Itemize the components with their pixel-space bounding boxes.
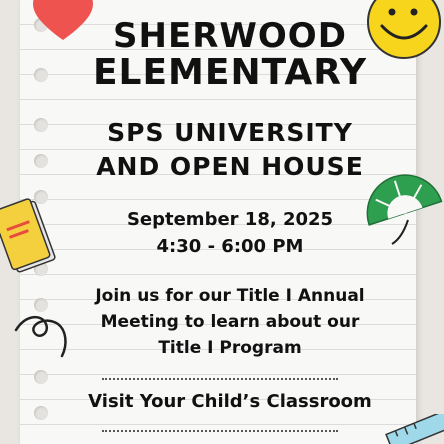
event-time: 4:30 - 6:00 PM — [156, 236, 304, 257]
event-title-line2: AND OPEN HOUSE — [96, 152, 364, 181]
ruler-icon — [382, 414, 444, 444]
binder-hole — [34, 118, 48, 132]
binder-hole — [34, 68, 48, 82]
binder-hole — [34, 154, 48, 168]
description-line: Join us for our Title I Annual — [95, 286, 365, 306]
school-name-line1: SHERWOOD — [113, 16, 347, 56]
dotted-divider — [102, 378, 338, 380]
visit-classroom-text: Visit Your Child’s Classroom — [88, 391, 372, 412]
description-line: Meeting to learn about our — [100, 312, 360, 332]
binder-hole — [34, 370, 48, 384]
description-line: Title I Program — [158, 338, 302, 358]
binder-hole — [34, 406, 48, 420]
school-name-line2: ELEMENTARY — [92, 52, 368, 93]
book-icon — [0, 190, 58, 282]
dotted-divider — [102, 430, 338, 432]
event-date: September 18, 2025 — [126, 209, 334, 230]
event-title-line1: SPS UNIVERSITY — [107, 118, 353, 147]
